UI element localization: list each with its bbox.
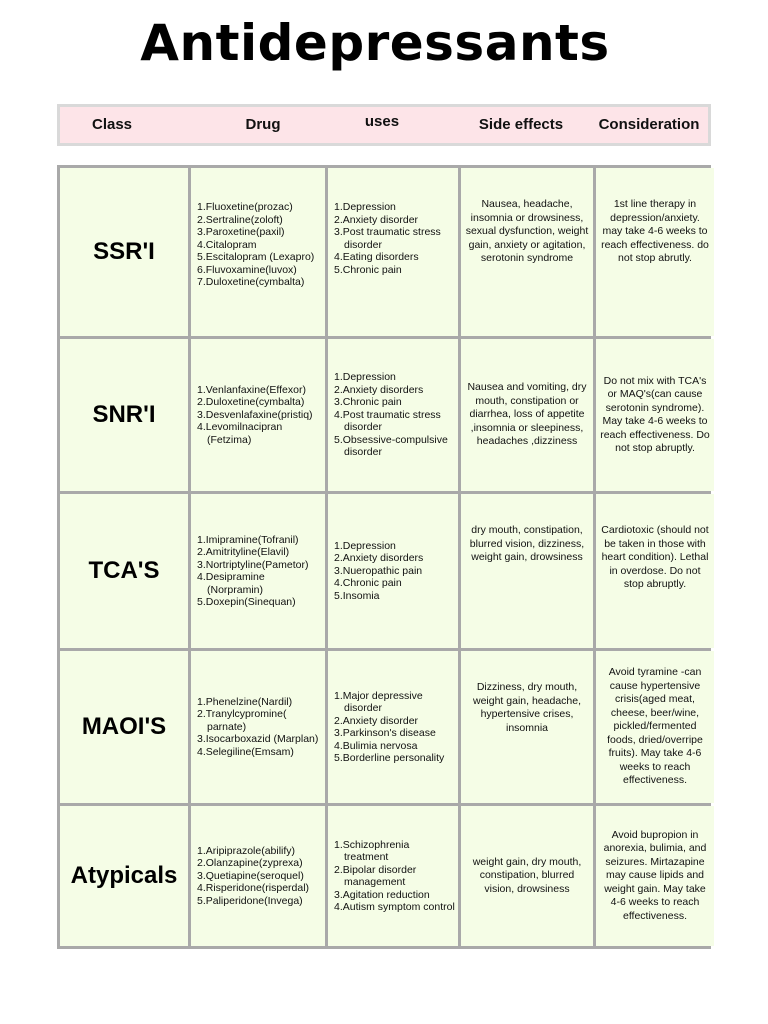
consideration-cell: Avoid tyramine -can cause hypertensive crisis(aged meat, cheese, beer/wine, pickled/fermented foods, dried/overripe fruits). May take 4-6 weeks to reach effectiveness. (596, 651, 714, 803)
uses-cell (328, 168, 458, 336)
use-item: 1.Depression (334, 539, 396, 552)
use-item: 1.Depression (334, 201, 396, 213)
drug-item: 6.Fluvoxamine(luvox) (197, 263, 297, 276)
drug-item: 1.Aripiprazole(abilify) (197, 844, 296, 857)
use-item: 5.Borderline personality (334, 752, 445, 764)
use-item: 2.Bipolar disorder management (334, 863, 417, 888)
use-item: 4.Autism symptom control (334, 901, 455, 913)
use-item: 3.Chronic pain (334, 396, 402, 409)
table-header (57, 104, 711, 146)
use-item: 4.Chronic pain (334, 577, 402, 590)
use-item: 3.Post traumatic stress disorder (334, 226, 441, 251)
header-uses: uses (364, 113, 400, 130)
drug-item: 1.Phenelzine(Nardil) (197, 695, 293, 708)
consideration-cell: Avoid bupropion in anorexia, bulimia, and seizures. Mirtazapine may cause lipids and weight gain. May take 4-6 weeks to reach effectiveness. (596, 806, 714, 946)
drug-table (57, 165, 711, 949)
side-effects-cell: dry mouth, constipation, blurred vision, dizziness, weight gain, drowsiness (461, 494, 593, 648)
drug-item: 4.Desipramine (Norpramin) (197, 571, 265, 596)
uses-list (334, 371, 456, 459)
use-item: 4.Eating disorders (334, 251, 419, 263)
drug-list (197, 696, 323, 759)
consideration-cell: Cardiotoxic (should not be taken in those with heart condition). Lethal in overdose. Do not stop abruptly. (596, 494, 714, 648)
drug-cell (191, 494, 325, 648)
uses-list (334, 839, 456, 914)
side-effects-cell: Nausea and vomiting, dry mouth, constipation or diarrhea, loss of appetite ,insomnia or sleepiness, headaches ,dizziness (461, 339, 593, 491)
drug-cell (191, 651, 325, 803)
drug-item: 4.Citalopram (197, 238, 257, 251)
drug-item: 4.Levomilnacipran (Fetzima) (197, 421, 283, 446)
drug-item: 5.Escitalopram (Lexapro) (197, 251, 315, 263)
use-item: 2.Anxiety disorders (334, 552, 424, 565)
use-item: 2.Anxiety disorder (334, 714, 419, 727)
use-item: 1.Schizophrenia treatment (334, 838, 410, 863)
drug-item: 1.Imipramine(Tofranil) (197, 533, 299, 546)
side-effects-cell: weight gain, dry mouth, constipation, blurred vision, drowsiness (461, 806, 593, 946)
header-class: Class (91, 116, 133, 133)
drug-item: 2.Olanzapine(zyprexa) (197, 857, 303, 870)
drug-item: 2.Sertraline(zoloft) (197, 213, 283, 226)
page-title: Antidepressants (140, 14, 610, 72)
use-item: 1.Major depressive disorder (334, 689, 423, 714)
class-cell: MAOI'S (60, 651, 188, 803)
drug-list (197, 201, 323, 289)
drug-item: 1.Fluoxetine(prozac) (197, 201, 293, 213)
drug-item: 4.Selegiline(Emsam) (197, 745, 294, 758)
side-effects-cell: Nausea, headache, insomnia or drowsiness, sexual dysfunction, weight gain, anxiety or agitation, serotonin syndrome (461, 168, 593, 336)
drug-cell (191, 168, 325, 336)
consideration-cell: 1st line therapy in depression/anxiety. may take 4-6 weeks to reach effectiveness. do not stop abrutly. (596, 168, 714, 336)
drug-cell (191, 806, 325, 946)
use-item: 3.Agitation reduction (334, 888, 430, 901)
drug-item: 3.Paroxetine(paxil) (197, 226, 285, 238)
class-cell: SSR'I (60, 168, 188, 336)
drug-item: 2.Duloxetine(cymbalta) (197, 396, 305, 409)
drug-item: 5.Paliperidone(Invega) (197, 894, 303, 907)
drug-item: 3.Desvenlafaxine(pristiq) (197, 408, 313, 421)
table-header-bar (60, 107, 708, 143)
class-cell: Atypicals (60, 806, 188, 946)
uses-cell (328, 494, 458, 648)
drug-list (197, 384, 323, 447)
uses-list (334, 201, 456, 276)
drug-item: 1.Venlanfaxine(Effexor) (197, 383, 306, 396)
drug-cell (191, 339, 325, 491)
drug-list (197, 845, 323, 908)
use-item: 3.Parkinson's disease (334, 727, 436, 739)
use-item: 2.Anxiety disorder (334, 213, 419, 226)
use-item: 2.Anxiety disorders (334, 383, 424, 396)
use-item: 5.Chronic pain (334, 263, 402, 276)
drug-item: 3.Quetiapine(seroquel) (197, 869, 304, 882)
drug-item: 7.Duloxetine(cymbalta) (197, 276, 305, 288)
uses-cell (328, 651, 458, 803)
use-item: 4.Bulimia nervosa (334, 739, 418, 752)
use-item: 3.Nueropathic pain (334, 564, 423, 577)
drug-item: 4.Risperidone(risperdal) (197, 882, 310, 895)
class-cell: TCA'S (60, 494, 188, 648)
header-consideration: Consideration (598, 116, 700, 133)
drug-item: 2.Amitrityline(Elavil) (197, 546, 290, 558)
use-item: 5.Insomia (334, 589, 380, 602)
use-item: 4.Post traumatic stress disorder (334, 408, 441, 434)
uses-list (334, 690, 456, 765)
use-item: 5.Obsessive-compulsive disorder (334, 433, 448, 459)
uses-cell (328, 806, 458, 946)
use-item: 1.Depression (334, 371, 396, 384)
header-drug: Drug (245, 116, 281, 133)
uses-list (334, 540, 456, 603)
drug-item: 3.Isocarboxazid (Marplan) (197, 733, 319, 746)
side-effects-cell: Dizziness, dry mouth, weight gain, headache, hypertensive crises, insomnia (461, 651, 593, 803)
drug-item: 3.Nortriptyline(Pametor) (197, 558, 309, 571)
drug-item: 5.Doxepin(Sinequan) (197, 596, 296, 608)
consideration-cell: Do not mix with TCA's or MAQ's(can cause serotonin syndrome). May take 4-6 weeks to reach effectiveness. Do not stop abruptly. (596, 339, 714, 491)
drug-list (197, 534, 323, 609)
header-side-effects: Side effects (478, 116, 564, 133)
uses-cell (328, 339, 458, 491)
class-cell: SNR'I (60, 339, 188, 491)
drug-item: 2.Tranylcypromine( parnate) (197, 708, 287, 733)
